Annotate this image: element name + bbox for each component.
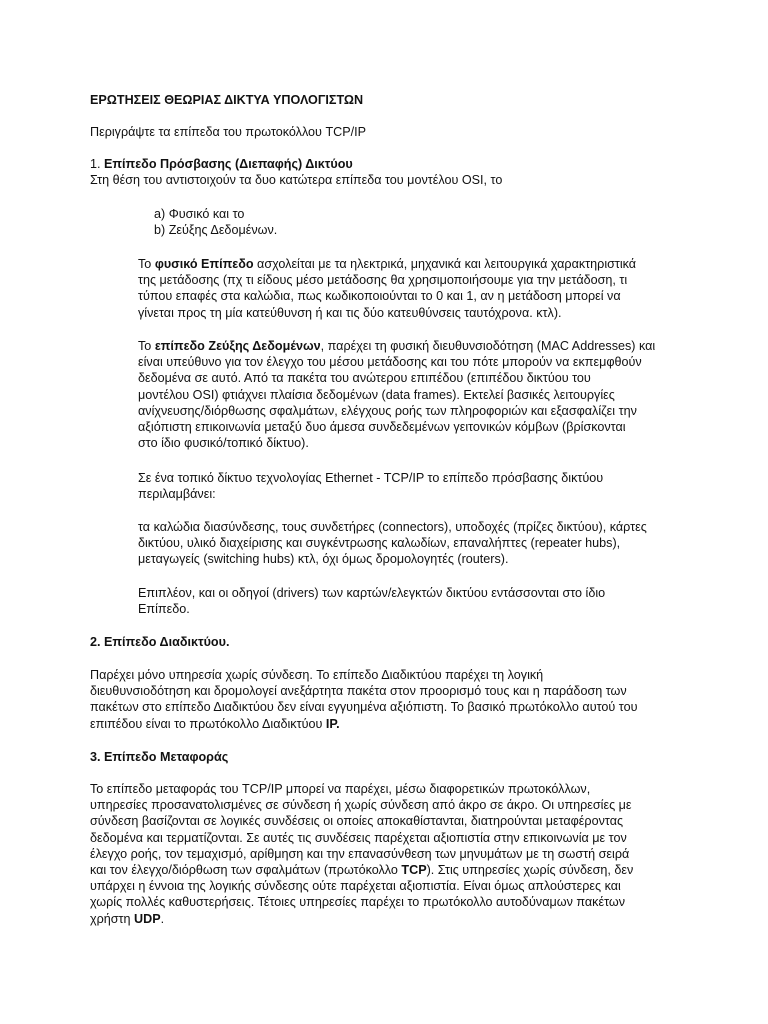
section-3-heading: 3. Επίπεδο Μεταφοράς — [90, 750, 229, 764]
section-1-heading: 1. Επίπεδο Πρόσβασης (Διεπαφής) Δικτύου Στη θέση του αντιστοιχούν τα δυο κατώτερα επίπεδα του μοντέλου OSI, το — [90, 156, 690, 188]
datalink-layer-paragraph: Το επίπεδο Ζεύξης Δεδομένων, παρέχει τη φυσική διευθυνσιοδότηση (MAC Addresses) και είναι υπεύθυνο για τον έλεγχο του μέσου μετάδοσης και του πότε μπορούν να εκπεμφθούν δεδομένα σε αυτό. Από τα πακέτα του ανώτερου επιπέδου (επιπέδου δικτύου του μοντέλου OSI) φτιάχνει πλαίσια δεδομένων (data frames). Εκτελεί βασικές λειτουργίες ανίχνευσης/διόρθωσης σφαλμάτων, ελέγχους ροής των πληροφοριών και εξασφαλίζει την αξιόπιστη επικοινωνία μεταξύ δυο άμεσα συνδεδεμένων γειτονικών κόμβων (βρίσκονται στο ίδιο φυσικό/τοπικό δίκτυο). — [138, 339, 656, 451]
tcp-protocol-term: TCP — [401, 863, 427, 878]
section-3-paragraph: Το επίπεδο μεταφοράς του TCP/IP μπορεί να παρέχει, μέσω διαφορετικών πρωτοκόλλων, υπηρεσίες προσανατολισμένες σε σύνδεση ή χωρίς σύνδεση από άκρο σε άκρο. Οι υπηρεσίες με σύνδεση βασίζονται σε λογικές συνδέσεις οι οποίες αποκαθίστανται, διατηρούνται μεταφέροντας δεδομένα και τερματίζονται. Σε αυτές τις συνδέσεις παρέχεται αξιοπιστία στην επικοινωνία με τον έλεγχο ροής, τον τεμαχισμό, αρίθμηση και την επανασύνθεση των μηνυμάτων με τη σωστή σειρά και τον έλεγχο/διόρθωση των σφαλμάτων (πρωτόκολλο TCP). Στις υπηρεσίες χωρίς σύνδεση, δεν υπάρχει η έννοια της λογικής σύνδεσης ούτε παρέχεται αξιοπιστία. Είναι όμως απλούστερες και χωρίς πολλές καθυστερήσεις. Τέτοιες υπηρεσίες παρέχει το πρωτόκολλο αυτοδύναμων πακέτων χρήστη UDP. — [90, 782, 634, 926]
section-2-paragraph: Παρέχει μόνο υπηρεσία χωρίς σύνδεση. Το επίπεδο Διαδικτύου παρέχει τη λογική διευθυνσιοδότηση και δρομολογεί ανεξάρτητα πακέτα στον προορισμό τους και η παράδοση των πακέτων στο επίπεδο Διαδικτύου δεν είναι εγγυημένα αξιόπιστη. Το βασικό πρωτόκολλο αυτού του επιπέδου είναι το πρωτόκολλο Διαδικτύου IP. — [90, 668, 638, 731]
components-paragraph: τα καλώδια διασύνδεσης, τους συνδετήρες (connectors), υποδοχές (πρίζες δικτύου), κάρτες δικτύου, υλικό διαχείρισης και συγκέντρωσης καλωδίων, επαναλήπτες (repeater hubs), μεταγωγείς (switching hubs) κτλ, όχι όμως δρομολογητές (routers). — [138, 520, 647, 567]
ethernet-paragraph: Σε ένα τοπικό δίκτυο τεχνολογίας Ethernet - TCP/IP το επίπεδο πρόσβασης δικτύου περιλαμβάνει: — [138, 471, 604, 502]
drivers-paragraph: Επιπλέον, και οι οδηγοί (drivers) των καρτών/ελεγκτών δικτύου εντάσσονται στο ίδιο Επίπεδο. — [138, 586, 606, 617]
section-2-heading: 2. Επίπεδο Διαδικτύου. — [90, 635, 230, 649]
list-item: b) Ζεύξης Δεδομένων. — [154, 223, 278, 238]
physical-layer-paragraph: Το φυσικό Επίπεδο ασχολείται με τα ηλεκτρικά, μηχανικά και λειτουργικά χαρακτηριστικά της μετάδοσης (πχ τι είδους μέσο μετάδοσης θα χρησιμοποιήσουμε για την μετάδοση, τι τύπου επαφές στα καλώδια, πως κωδικοποιούνται το 0 και 1, αν η μετάδοση μπορεί να γίνεται προς τη μία κατεύθυνση ή και τις δύο κατευθύνσεις ταυτόχρονα. κτλ). — [138, 257, 637, 320]
section-1-title: Επίπεδο Πρόσβασης (Διεπαφής) Δικτύου — [104, 157, 353, 171]
datalink-layer-term: επίπεδο Ζεύξης Δεδομένων — [154, 339, 321, 353]
osi-layer-list — [154, 206, 554, 238]
physical-layer-term: φυσικό Επίπεδο — [154, 257, 254, 271]
list-item: a) Φυσικό και το — [154, 207, 245, 221]
udp-protocol-term: UDP — [134, 911, 161, 926]
ip-protocol-term: IP. — [325, 716, 340, 731]
section-1-intro: Στη θέση του αντιστοιχούν τα δυο κατώτερα επίπεδα του μοντέλου OSI, το — [90, 173, 503, 188]
document-title: ΕΡΩΤΗΣΕΙΣ ΘΕΩΡΙΑΣ ΔΙΚΤΥΑ ΥΠΟΛΟΓΙΣΤΩΝ — [90, 93, 364, 107]
question-text: Περιγράψτε τα επίπεδα του πρωτοκόλλου TCP/IP — [90, 125, 367, 139]
